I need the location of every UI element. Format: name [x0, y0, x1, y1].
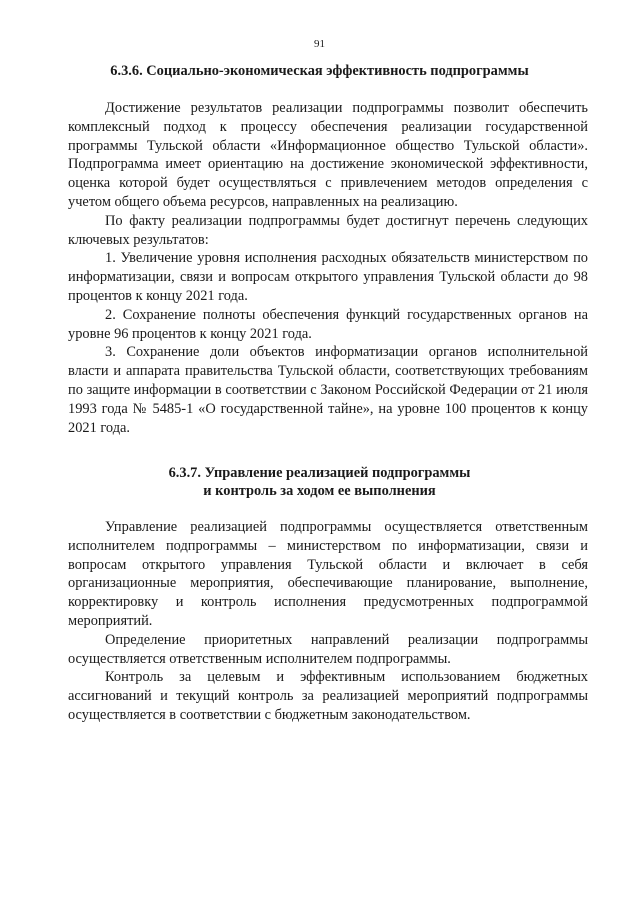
page-number: 91 — [314, 38, 325, 50]
paragraph: Управление реализацией подпрограммы осуществляется ответственным исполнителем подпрограммы – министерством по информатизации, связи и вопросам открытого управления Тульской области и включает в себя организационные мероприятия, обеспечивающие планирование, выполнение, корректировку и контроль исполнения предусмотренных подпрограммой мероприятий. — [68, 519, 588, 629]
paragraph: Контроль за целевым и эффективным использованием бюджетных ассигнований и текущий контроль за реализацией мероприятий подпрограммы осуществляется в соответствии с бюджетным законодательством. — [68, 669, 588, 723]
paragraph: По факту реализации подпрограммы будет достигнут перечень следующих ключевых результатов: — [68, 212, 588, 248]
paragraph: Определение приоритетных направлений реализации подпрограммы осуществляется ответственным исполнителем подпрограммы. — [68, 631, 588, 667]
section-637-title-line2: и контроль за ходом ее выполнения — [203, 483, 436, 499]
paragraph: Достижение результатов реализации подпрограммы позволит обеспечить комплексный подход к процессу обеспечения реализации государственной программы Тульской области «Информационное общество Тульской области». Подпрограмма имеет ориентацию на достижение экономической эффективности, оценка которой будет осуществляться с привлечением методов определения с учетом общего объема ресурсов, направленных на реализацию. — [68, 100, 588, 210]
section-636-body — [68, 99, 588, 437]
section-637-title-line1: 6.3.7. Управление реализацией подпрограммы — [168, 465, 471, 481]
list-item: 2. Сохранение полноты обеспечения функций государственных органов на уровне 96 процентов к концу 2021 года. — [68, 306, 588, 342]
section-637-body — [68, 518, 588, 725]
list-item: 3. Сохранение доли объектов информатизации органов исполнительной власти и аппарата правительства Тульской области, соответствующих требованиям по защите информации в соответствии с Законом Российской Федерации от 21 июля 1993 года № 5485-1 «О государственной тайне», на уровне 100 процентов к концу 2021 года. — [68, 344, 588, 436]
section-636-title: 6.3.6. Социально-экономическая эффективность подпрограммы — [110, 63, 529, 79]
list-item: 1. Увеличение уровня исполнения расходных обязательств министерством по информатизации, связи и вопросам открытого управления Тульской области до 98 процентов к концу 2021 года. — [68, 250, 588, 304]
